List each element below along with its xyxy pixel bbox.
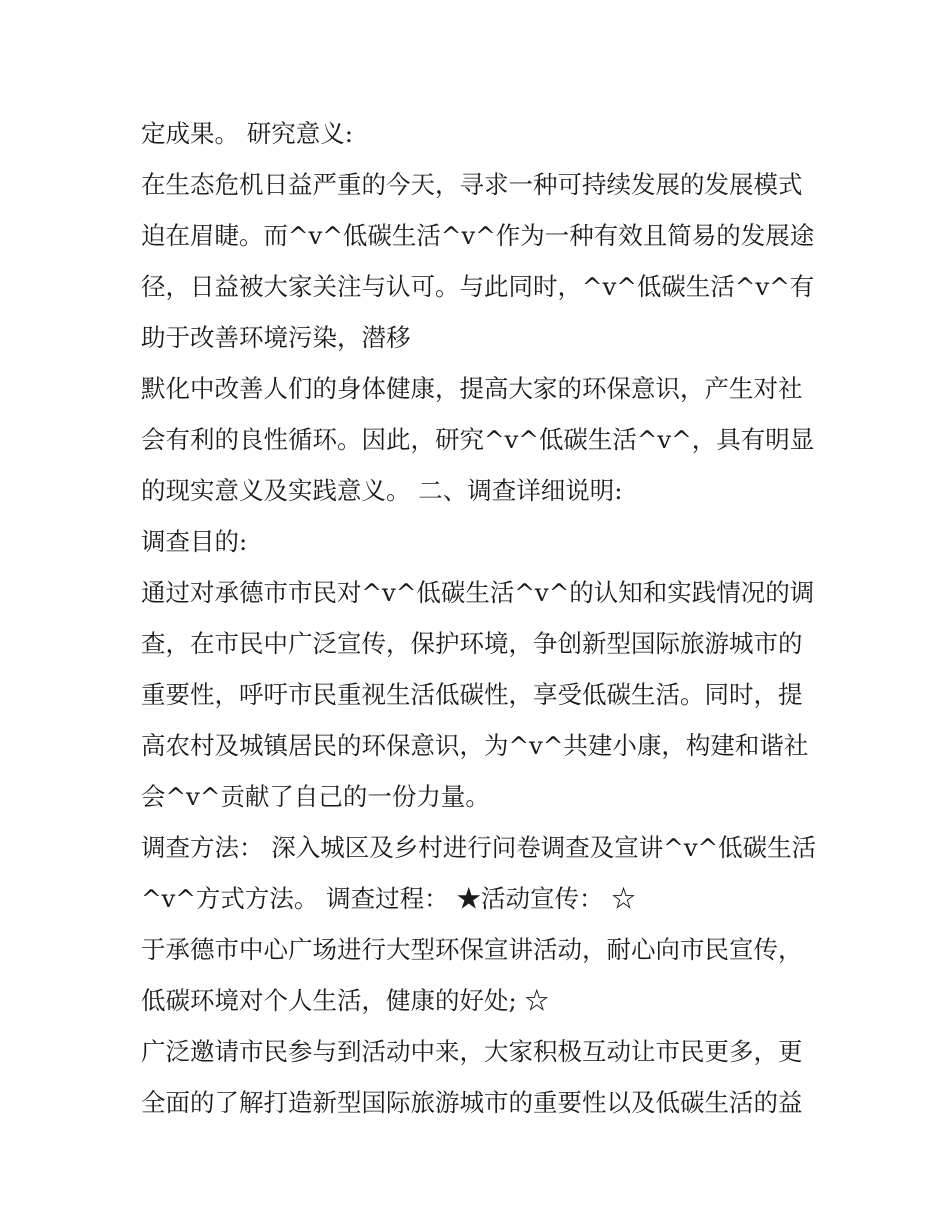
- text-line: 查，在市民中广泛宣传，保护环境，争创新型国际旅游城市的: [141, 629, 803, 658]
- text-line: 定成果。 研究意义:: [141, 119, 354, 148]
- text-line: 会有利的良性循环。因此，研究^v^低碳生活^v^，具有明显: [141, 425, 815, 454]
- text-line: 调查方法： 深入城区及乡村进行问卷调查及宣讲^v^低碳生活: [141, 833, 817, 862]
- text-line: 的现实意义及实践意义。 二、调查详细说明:: [141, 476, 623, 505]
- text-line: 默化中改善人们的身体健康，提高大家的环保意识，产生对社: [141, 374, 803, 403]
- text-line: 会^v^贡献了自己的一份力量。: [141, 782, 490, 811]
- text-line: 高农村及城镇居民的环保意识，为^v^共建小康，构建和谐社: [141, 731, 809, 760]
- text-line: 广泛邀请市民参与到活动中来，大家积极互动让市民更多，更: [141, 1037, 803, 1066]
- text-line: 全面的了解打造新型国际旅游城市的重要性以及低碳生活的益: [141, 1088, 803, 1117]
- text-line: 重要性，呼吁市民重视生活低碳性，享受低碳生活。同时，提: [141, 680, 803, 709]
- text-line: 在生态危机日益严重的今天，寻求一种可持续发展的发展模式: [141, 170, 803, 199]
- text-line: 助于改善环境污染，潜移: [141, 323, 411, 352]
- text-line: 低碳环境对个人生活，健康的好处; ☆: [141, 986, 550, 1015]
- text-line: 调查目的:: [141, 527, 248, 556]
- text-line: 通过对承德市市民对^v^低碳生活^v^的认知和实践情况的调: [141, 578, 815, 607]
- body-text: [141, 108, 821, 1128]
- text-line: 迫在眉睫。而^v^低碳生活^v^作为一种有效且简易的发展途: [141, 221, 815, 250]
- text-line: ^v^方式方法。 调查过程： ★活动宣传： ☆: [141, 884, 636, 913]
- text-line: 于承德市中心广场进行大型环保宣讲活动，耐心向市民宣传，: [141, 935, 803, 964]
- text-line: 径，日益被大家关注与认可。与此同时，^v^低碳生活^v^有: [141, 272, 815, 301]
